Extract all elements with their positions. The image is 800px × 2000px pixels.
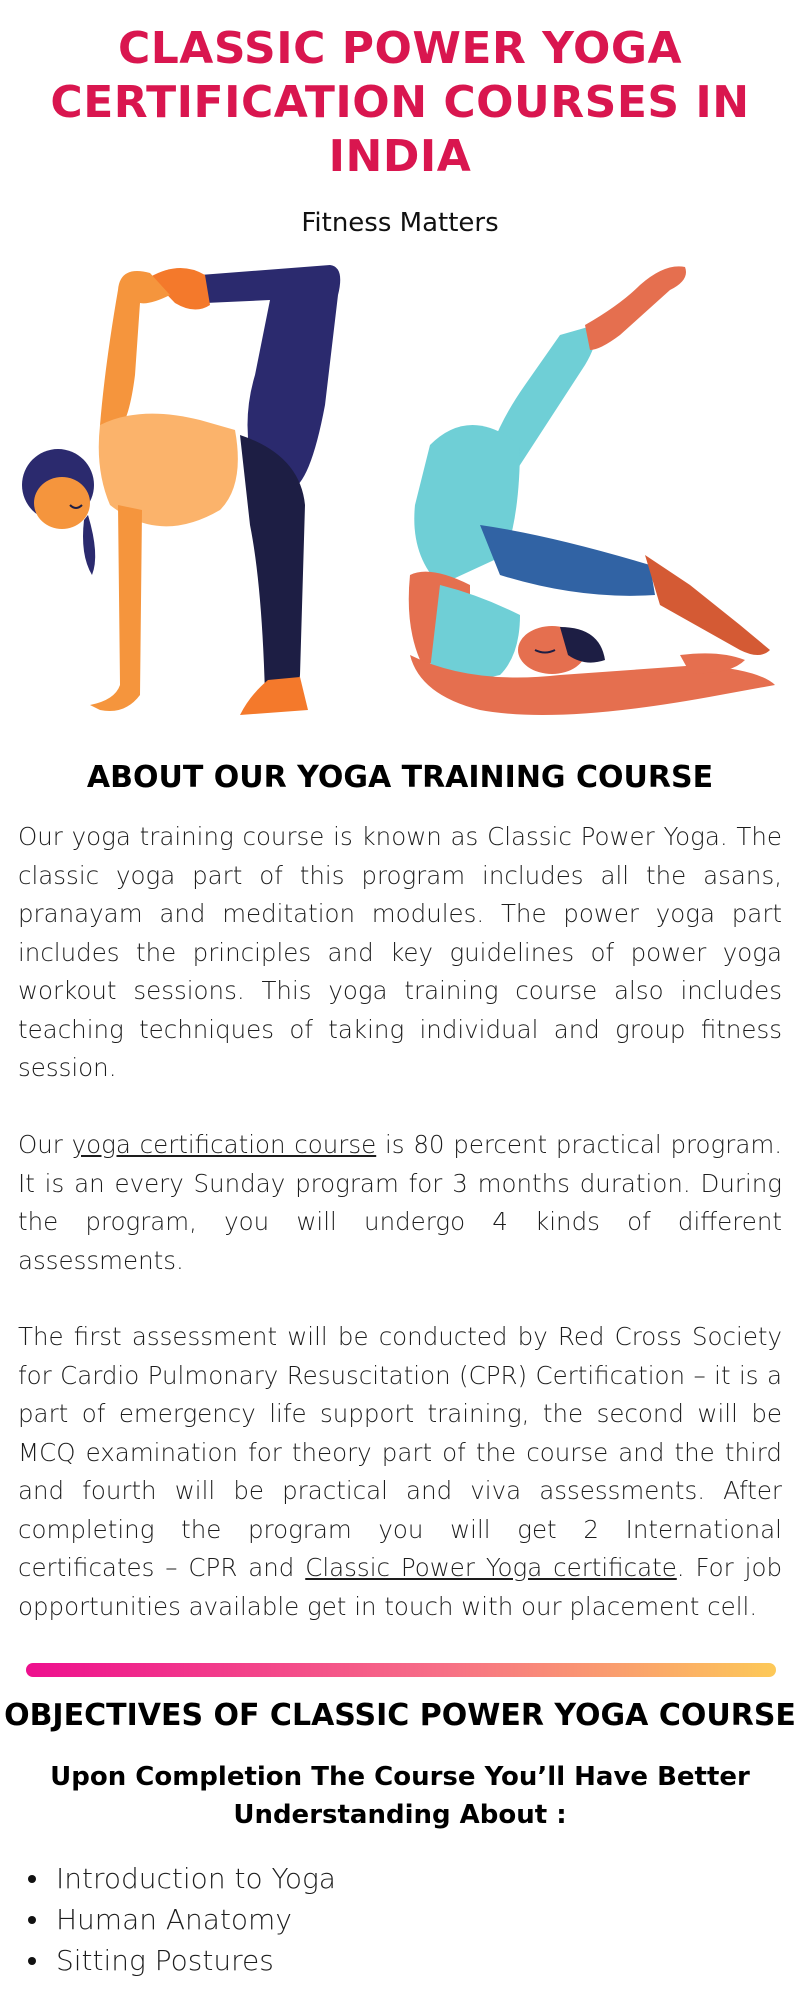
plow-yoga-pose-illustration: [409, 266, 775, 715]
page-title: [40, 22, 760, 184]
paragraph-text: The first assessment will be conducted by Red Cross Society for Cardio Pulmonary Resuscitation (CPR) Certification – it is a part of emergency life support training, the second will be MCQ examination for theory part of the course and the third and fourth will be practical and viva assessments. After completing the program you will get 2 International certificates – CPR and: [18, 1322, 782, 1582]
gradient-divider: [26, 1663, 776, 1677]
about-paragraph-1: Our yoga training course is known as Classic Power Yoga. The classic yoga part of this program includes all the asans, pranayam and meditation modules. The power yoga part includes the principles and key guidelines of power yoga workout sessions. This yoga training course also includes teaching techniques of taking individual and group fitness session.: [18, 822, 782, 1082]
objectives-subheading: Upon Completion The Course You’ll Have Better Understanding About :: [50, 1762, 750, 1830]
hero-illustration: [0, 255, 800, 735]
title-line-3: INDIA: [328, 131, 472, 182]
list-item: [18, 1858, 336, 1899]
list-item: [18, 1899, 336, 1940]
standing-yoga-pose-illustration: [22, 265, 340, 715]
about-heading: ABOUT OUR YOGA TRAINING COURSE: [86, 760, 714, 795]
about-paragraph-3: [18, 1318, 782, 1626]
subtitle: Fitness Matters: [301, 208, 499, 238]
paragraph-text: is 80 percent practical program. It is an every Sunday program for 3 months duration. During the program, you will undergo 4 kinds of different assessments.: [18, 1130, 782, 1275]
bullet-icon: [28, 1875, 36, 1883]
bullet-icon: [28, 1957, 36, 1965]
paragraph-text: Our: [18, 1130, 72, 1159]
objectives-list: [18, 1858, 336, 1981]
paragraph-text: . For job opportunities available get in touch with our placement cell.: [18, 1553, 782, 1621]
list-item-label: Introduction to Yoga: [56, 1862, 336, 1895]
yoga-certification-course-link[interactable]: yoga certification course: [71, 1130, 377, 1159]
objectives-heading: OBJECTIVES OF CLASSIC POWER YOGA COURSE: [4, 1698, 796, 1733]
classic-power-yoga-certificate-link[interactable]: Classic Power Yoga certificate: [305, 1553, 677, 1582]
title-line-2: CERTIFICATION COURSES IN: [50, 77, 750, 128]
list-item: [18, 1940, 336, 1981]
about-paragraph-2: [18, 1126, 782, 1280]
bullet-icon: [28, 1916, 36, 1924]
list-item-label: Sitting Postures: [56, 1944, 274, 1977]
list-item-label: Human Anatomy: [56, 1903, 292, 1936]
title-line-1: CLASSIC POWER YOGA: [117, 23, 683, 74]
